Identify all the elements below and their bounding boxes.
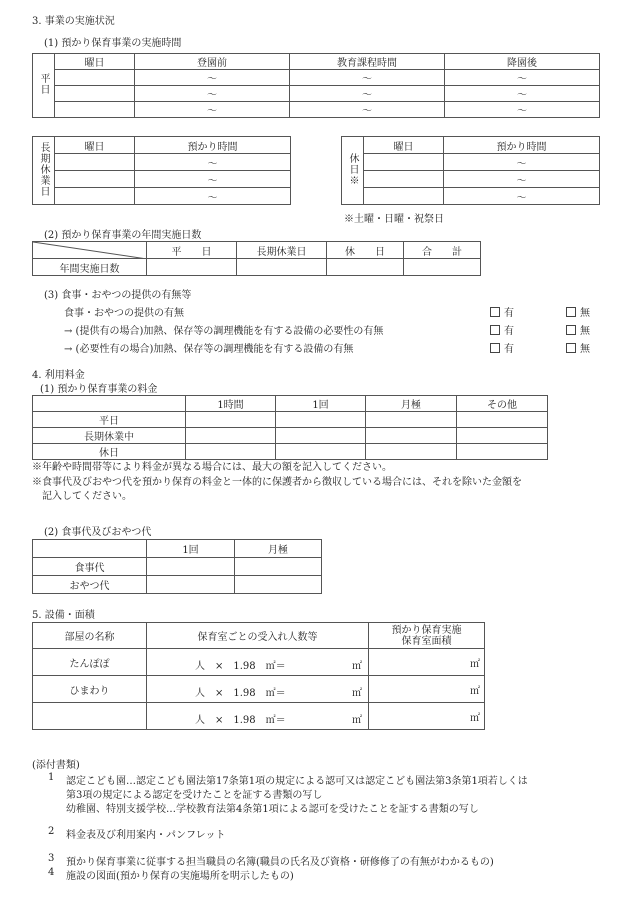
diagonal-line: [33, 242, 147, 259]
fee-col-hour: 1時間: [186, 396, 276, 412]
day-cell[interactable]: [364, 188, 444, 205]
col-before: 登園前: [135, 54, 290, 70]
time-cell[interactable]: ～: [135, 188, 291, 205]
room-name[interactable]: [33, 703, 147, 730]
fee-cell[interactable]: [186, 412, 276, 428]
subsection-3-3-title: (3) 食事・おやつの提供の有無等: [44, 290, 192, 301]
q1-yes-checkbox[interactable]: 有: [490, 304, 514, 319]
annual-long-cell[interactable]: [237, 259, 327, 276]
attach-2-number: 2: [48, 826, 55, 837]
checkbox-icon: [490, 325, 500, 335]
weekday-hours-table: [32, 53, 600, 118]
day-cell[interactable]: [364, 171, 444, 188]
edu-cell[interactable]: ～: [290, 86, 445, 102]
fee-header-blank: [33, 396, 186, 412]
before-cell[interactable]: ～: [135, 70, 290, 86]
col-area: 預かり保育実施 保育室面積: [369, 623, 485, 649]
fee-note-2b: 記入してください。: [42, 491, 132, 502]
weekday-label: 平日: [33, 54, 55, 118]
fee-note-1: ※年齢や時間帯等により料金が異なる場合には、最大の額を記入してください。: [32, 462, 392, 473]
col-day: 曜日: [55, 54, 135, 70]
fee-table: [32, 395, 548, 460]
fee-cell[interactable]: [276, 428, 366, 444]
area-cell[interactable]: ㎡: [369, 649, 485, 676]
fee-note-2a: ※食事代及びおやつ代を預かり保育の料金と一体的に保護者から徴収している場合には、それを除いた金額を: [32, 477, 522, 488]
meal-cell[interactable]: [235, 558, 322, 576]
subsection-4-1-title: (1) 預かり保育事業の料金: [40, 384, 158, 395]
snack-row: おやつ代: [33, 576, 147, 594]
q3-text: → (必要性有の場合)加熱、保存等の調理機能を有する設備の有無: [64, 344, 354, 355]
section-5-title: 5. 設備・面積: [32, 610, 95, 621]
q2-yes-checkbox[interactable]: 有: [490, 322, 514, 337]
annual-holiday-cell[interactable]: [327, 259, 404, 276]
col-time: 預かり時間: [135, 137, 291, 154]
meal-col-month: 月極: [235, 540, 322, 558]
attach-2-text: 料金表及び利用案内・パンフレット: [66, 830, 226, 841]
capacity-cell[interactable]: 人 × 1.98 ㎡＝ ㎡: [147, 703, 369, 730]
checkbox-icon: [490, 343, 500, 353]
day-cell[interactable]: [55, 70, 135, 86]
after-cell[interactable]: ～: [445, 70, 600, 86]
q3-yes-checkbox[interactable]: 有: [490, 340, 514, 355]
col-room: 部屋の名称: [33, 623, 147, 649]
subsection-3-1-title: (1) 預かり保育事業の実施時間: [44, 38, 182, 49]
fee-cell[interactable]: [366, 412, 457, 428]
day-cell[interactable]: [364, 154, 444, 171]
fee-col-once: 1回: [276, 396, 366, 412]
snack-cell[interactable]: [147, 576, 235, 594]
annual-days-table: [32, 241, 481, 276]
after-cell[interactable]: ～: [445, 86, 600, 102]
meal-header-blank: [33, 540, 147, 558]
time-cell[interactable]: ～: [444, 154, 600, 171]
facility-table: [32, 622, 485, 730]
subsection-4-2-title: (2) 食事代及びおやつ代: [44, 527, 152, 538]
snack-cell[interactable]: [235, 576, 322, 594]
section-4-title: 4. 利用料金: [32, 370, 85, 381]
fee-cell[interactable]: [457, 428, 548, 444]
after-cell[interactable]: ～: [445, 102, 600, 118]
h-weekday: 平 日: [147, 242, 237, 259]
attach-1-line-a: 認定こども園…認定こども園法第17条第1項の規定による認可又は認定こども園法第3条第1項若しくは: [66, 776, 528, 787]
q2-text: → (提供有の場合)加熱、保存等の調理機能を有する設備の必要性の有無: [64, 326, 384, 337]
holiday-note: ※土曜・日曜・祝祭日: [344, 214, 444, 225]
h-long: 長期休業日: [237, 242, 327, 259]
edu-cell[interactable]: ～: [290, 102, 445, 118]
area-cell[interactable]: ㎡: [369, 676, 485, 703]
col-edu: 教育課程時間: [290, 54, 445, 70]
day-cell[interactable]: [55, 171, 135, 188]
day-cell[interactable]: [55, 102, 135, 118]
time-cell[interactable]: ～: [135, 154, 291, 171]
attach-1-line-b: 第3項の規定による認定を受けたことを証する書類の写し: [66, 790, 323, 801]
q1-text: 食事・おやつの提供の有無: [64, 308, 184, 319]
col-after: 降園後: [445, 54, 600, 70]
annual-total-cell[interactable]: [404, 259, 481, 276]
before-cell[interactable]: ～: [135, 102, 290, 118]
room-name[interactable]: ひまわり: [33, 676, 147, 703]
capacity-cell[interactable]: 人 × 1.98 ㎡＝ ㎡: [147, 676, 369, 703]
edu-cell[interactable]: ～: [290, 70, 445, 86]
attach-3-number: 3: [48, 853, 55, 864]
q3-no-checkbox[interactable]: 無: [566, 340, 590, 355]
day-cell[interactable]: [55, 188, 135, 205]
col-day: 曜日: [55, 137, 135, 154]
meal-row: 食事代: [33, 558, 147, 576]
holiday-label: 休日※: [342, 137, 364, 205]
h-total: 合 計: [404, 242, 481, 259]
fee-row-weekday: 平日: [33, 412, 186, 428]
meal-col-once: 1回: [147, 540, 235, 558]
q2-no-checkbox[interactable]: 無: [566, 322, 590, 337]
capacity-cell[interactable]: 人 × 1.98 ㎡＝ ㎡: [147, 649, 369, 676]
col-capacity: 保育室ごとの受入れ人数等: [147, 623, 369, 649]
time-cell[interactable]: ～: [135, 171, 291, 188]
area-cell[interactable]: ㎡: [369, 703, 485, 730]
long-holiday-label: 長期休業日: [33, 137, 55, 205]
q1-no-checkbox[interactable]: 無: [566, 304, 590, 319]
fee-row-long: 長期休業中: [33, 428, 186, 444]
fee-row-holiday: 休日: [33, 444, 186, 460]
time-cell[interactable]: ～: [444, 188, 600, 205]
attach-4-number: 4: [48, 867, 55, 878]
day-cell[interactable]: [55, 86, 135, 102]
fee-cell[interactable]: [457, 444, 548, 460]
fee-cell[interactable]: [457, 412, 548, 428]
attach-1-number: 1: [48, 772, 55, 783]
fee-col-month: 月極: [366, 396, 457, 412]
fee-cell[interactable]: [366, 428, 457, 444]
meal-fee-table: [32, 539, 322, 594]
annual-weekday-cell[interactable]: [147, 259, 237, 276]
col-time: 預かり時間: [444, 137, 600, 154]
room-name[interactable]: たんぽぽ: [33, 649, 147, 676]
checkbox-icon: [566, 343, 576, 353]
checkbox-icon: [566, 325, 576, 335]
time-cell[interactable]: ～: [444, 171, 600, 188]
fee-cell[interactable]: [186, 428, 276, 444]
holiday-table: [341, 136, 600, 205]
section-3-title: 3. 事業の実施状況: [32, 16, 115, 27]
col-day: 曜日: [364, 137, 444, 154]
attachments-title: (添付書類): [32, 760, 80, 771]
checkbox-icon: [566, 307, 576, 317]
fee-col-other: その他: [457, 396, 548, 412]
fee-cell[interactable]: [276, 412, 366, 428]
attach-4-text: 施設の図面(預かり保育の実施場所を明示したもの): [66, 871, 294, 882]
long-holiday-table: [32, 136, 291, 205]
meal-cell[interactable]: [147, 558, 235, 576]
h-holiday: 休 日: [327, 242, 404, 259]
diagonal-cell: [33, 242, 147, 259]
checkbox-icon: [490, 307, 500, 317]
attach-3-text: 預かり保育事業に従事する担当職員の名簿(職員の氏名及び資格・研修修了の有無がわかるもの): [66, 857, 494, 868]
before-cell[interactable]: ～: [135, 86, 290, 102]
subsection-3-2-title: (2) 預かり保育事業の年間実施日数: [44, 230, 202, 241]
attach-1-line-c: 幼稚園、特別支援学校…学校教育法第4条第1項による認可を受けたことを証する書類の写し: [66, 804, 479, 815]
row-annual: 年間実施日数: [33, 259, 147, 276]
day-cell[interactable]: [55, 154, 135, 171]
